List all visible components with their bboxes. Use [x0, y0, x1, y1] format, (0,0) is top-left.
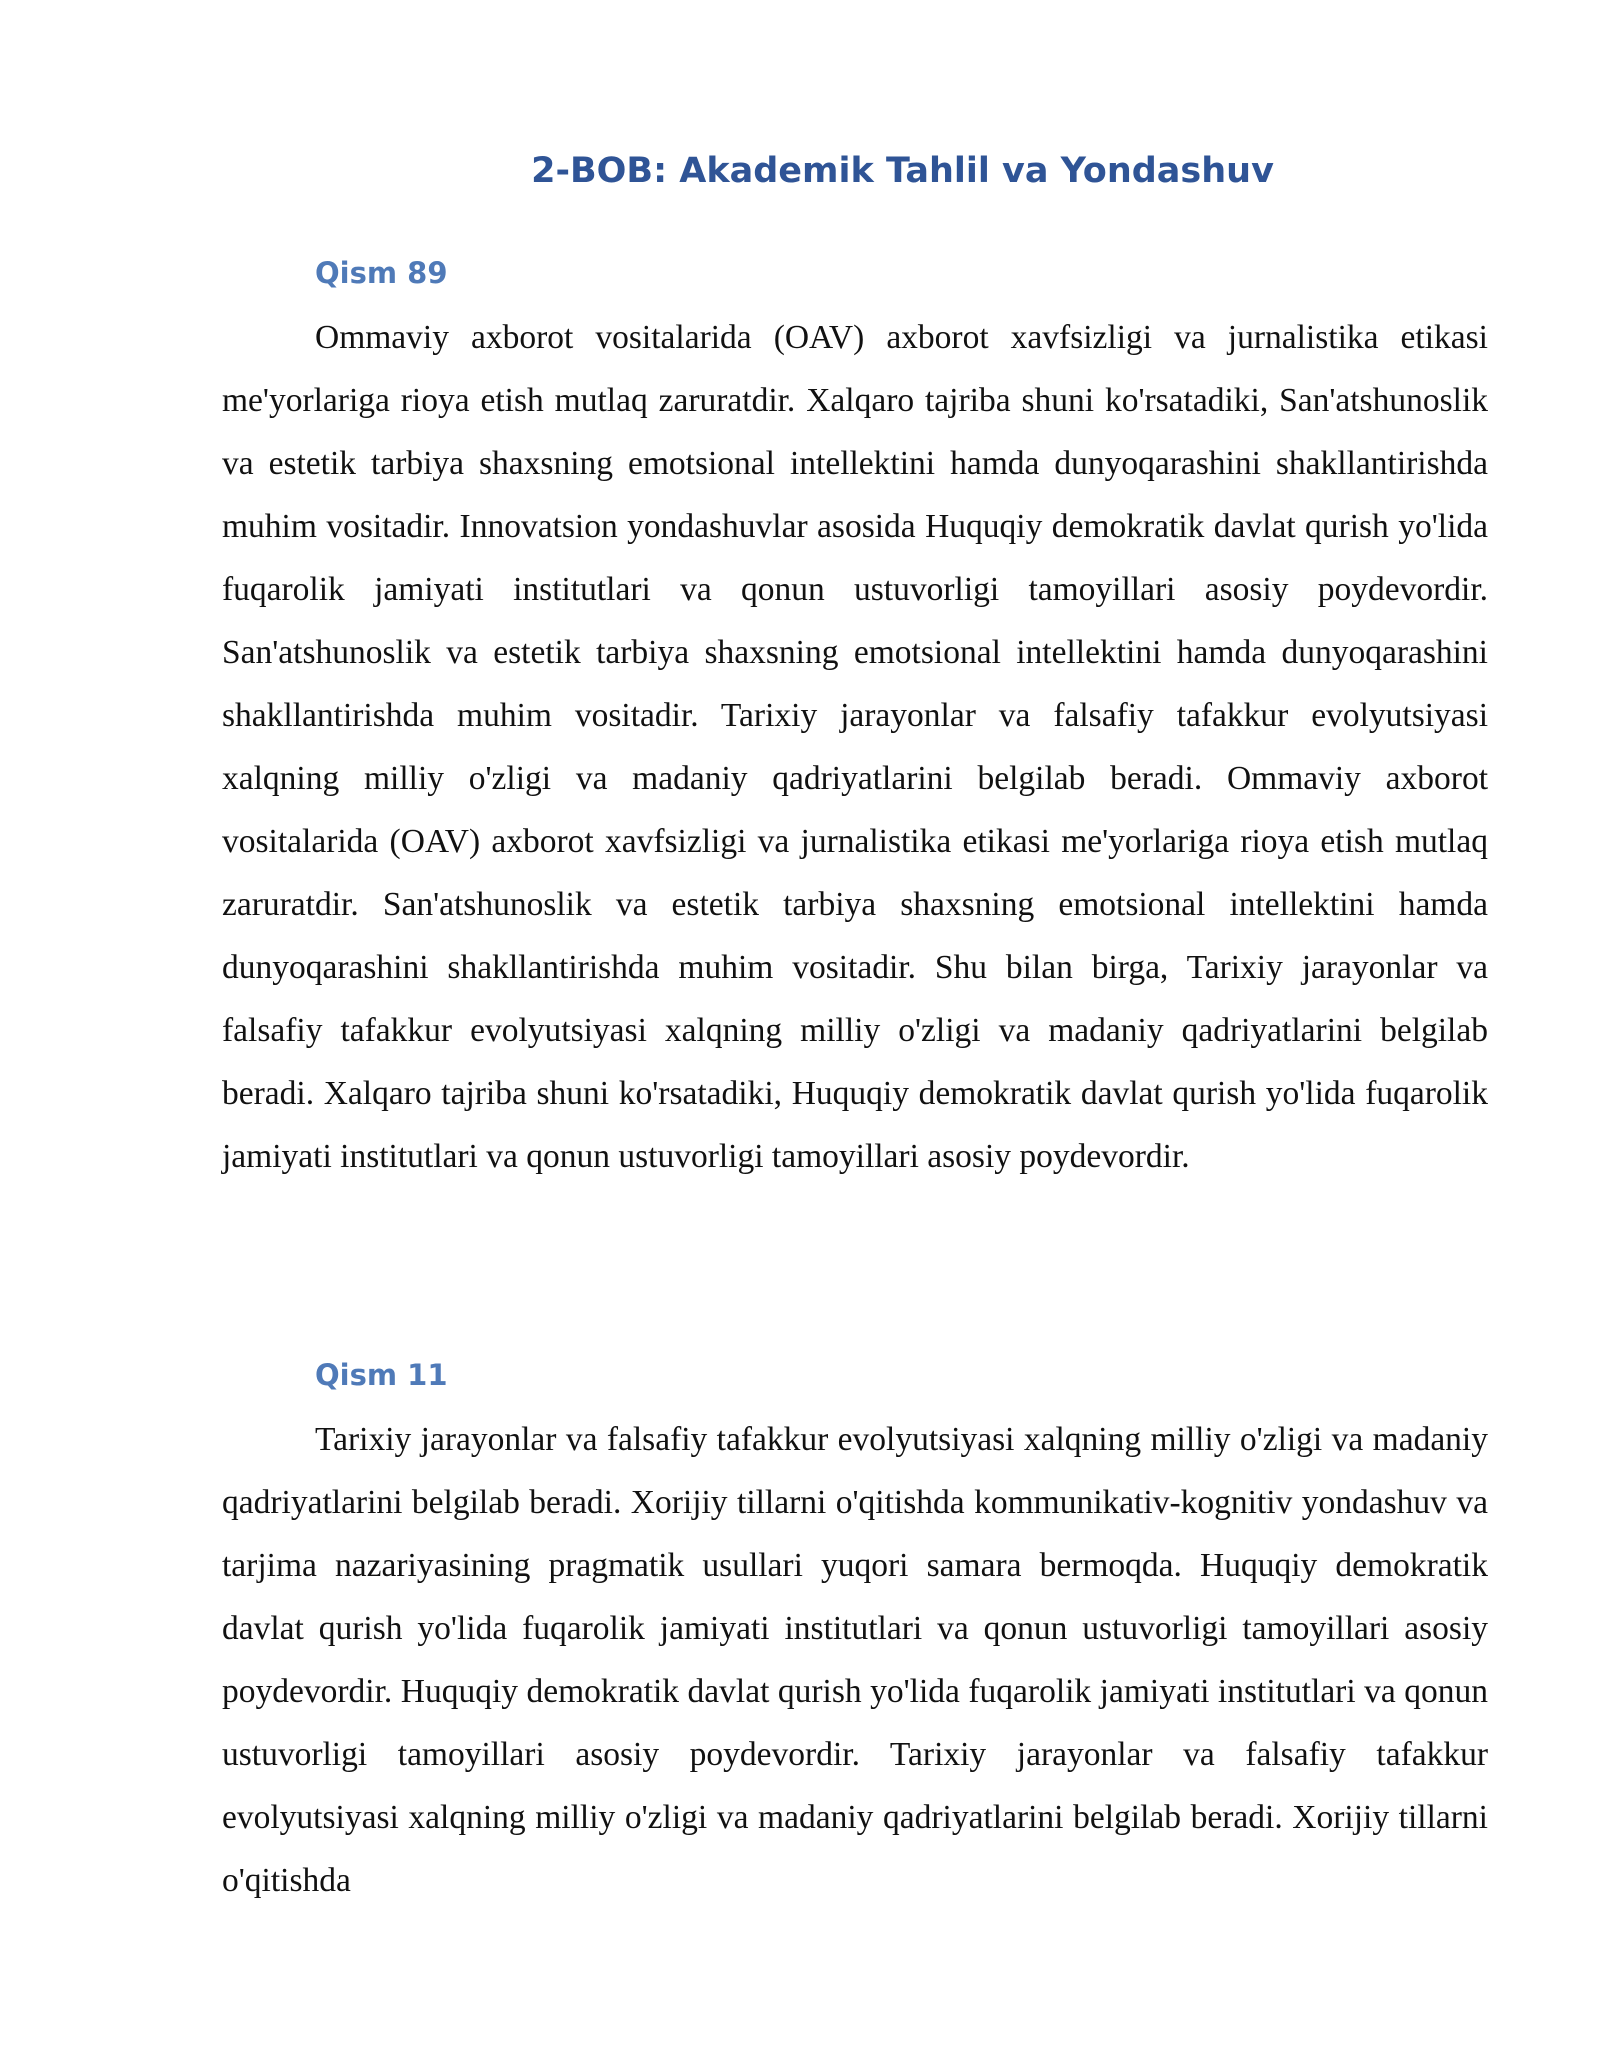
section-paragraph: Ommaviy axborot vositalarida (OAV) axborot xavfsizligi va jurnalistika etikasi me'yorlariga rioya etish mutlaq zaruratdir. Xalqaro tajriba shuni ko'rsatadiki, San'atshunoslik va estetik tarbiya shaxsning emotsional intellektini hamda dunyoqarashini shakllantirishda muhim vositadir. Innovatsion yondashuvlar asosida Huquqiy demokratik davlat qurish yo'lida fuqarolik jamiyati institutlari va qonun ustuvorligi tamoyillari asosiy poydevordir. San'atshunoslik va estetik tarbiya shaxsning emotsional intellektini hamda dunyoqarashini shakllantirishda muhim vositadir. Tarixiy jarayonlar va falsafiy tafakkur evolyutsiyasi xalqning milliy o'zligi va madaniy qadriyatlarini belgilab beradi. Ommaviy axborot vositalarida (OAV) axborot xavfsizligi va jurnalistika etikasi me'yorlariga rioya etish mutlaq zaruratdir. San'atshunoslik va estetik tarbiya shaxsning emotsional intellektini hamda dunyoqarashini shakllantirishda muhim vositadir. Shu bilan birga, Tarixiy jarayonlar va falsafiy tafakkur evolyutsiyasi xalqning milliy o'zligi va madaniy qadriyatlarini belgilab beradi. Xalqaro tajriba shuni ko'rsatadiki, Huquqiy demokratik davlat qurish yo'lida fuqarolik jamiyati institutlari va qonun ustuvorligi tamoyillari asosiy poydevordir.: [222, 319, 1488, 1175]
section-heading: Qism 11: [315, 1358, 448, 1392]
section-qism-89: [222, 250, 1488, 1188]
chapter-title: 2-BOB: Akademik Tahlil va Yondashuv: [531, 151, 1274, 191]
section-paragraph: Tarixiy jarayonlar va falsafiy tafakkur evolyutsiyasi xalqning milliy o'zligi va madaniy qadriyatlarini belgilab beradi. Xorijiy tillarni o'qitishda kommunikativ-kognitiv yondashuv va tarjima nazariyasining pragmatik usullari yuqori samara bermoqda. Huquqiy demokratik davlat qurish yo'lida fuqarolik jamiyati institutlari va qonun ustuvorligi tamoyillari asosiy poydevordir. Huquqiy demokratik davlat qurish yo'lida fuqarolik jamiyati institutlari va qonun ustuvorligi tamoyillari asosiy poydevordir. Tarixiy jarayonlar va falsafiy tafakkur evolyutsiyasi xalqning milliy o'zligi va madaniy qadriyatlarini belgilab beradi. Xorijiy tillarni o'qitishda: [222, 1421, 1488, 1899]
section-qism-11: [222, 1352, 1488, 1912]
section-heading: Qism 89: [315, 256, 448, 290]
